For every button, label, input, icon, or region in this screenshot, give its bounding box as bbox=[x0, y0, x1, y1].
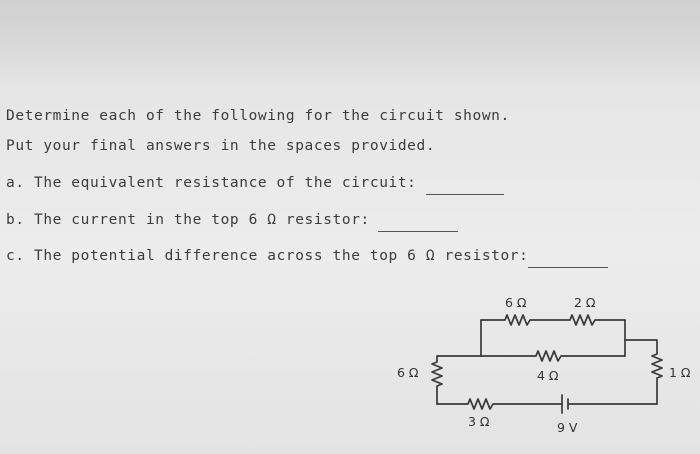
wire-right bbox=[625, 340, 662, 404]
label-bottom-3ohm: 3 Ω bbox=[468, 414, 490, 429]
label-battery-9v: 9 V bbox=[557, 420, 578, 435]
wire-bottom bbox=[437, 399, 657, 409]
question-a: a. The equivalent resistance of the circuit: bbox=[6, 175, 417, 191]
question-b: b. The current in the top 6 Ω resistor: bbox=[6, 212, 370, 228]
label-top-2ohm: 2 Ω bbox=[574, 295, 596, 310]
instruction-line-2: Put your final answers in the spaces provided. bbox=[6, 138, 436, 154]
label-left-6ohm: 6 Ω bbox=[397, 365, 419, 380]
question-c: c. The potential difference across the top 6 Ω resistor: bbox=[6, 248, 529, 264]
label-top-6ohm: 6 Ω bbox=[505, 295, 527, 310]
wire-top bbox=[481, 315, 625, 325]
label-right-1ohm: 1 Ω bbox=[669, 365, 691, 380]
instruction-line-1: Determine each of the following for the circuit shown. bbox=[6, 108, 510, 124]
wire-middle bbox=[481, 351, 625, 361]
label-mid-4ohm: 4 Ω bbox=[537, 368, 559, 383]
wire-left bbox=[432, 356, 481, 404]
